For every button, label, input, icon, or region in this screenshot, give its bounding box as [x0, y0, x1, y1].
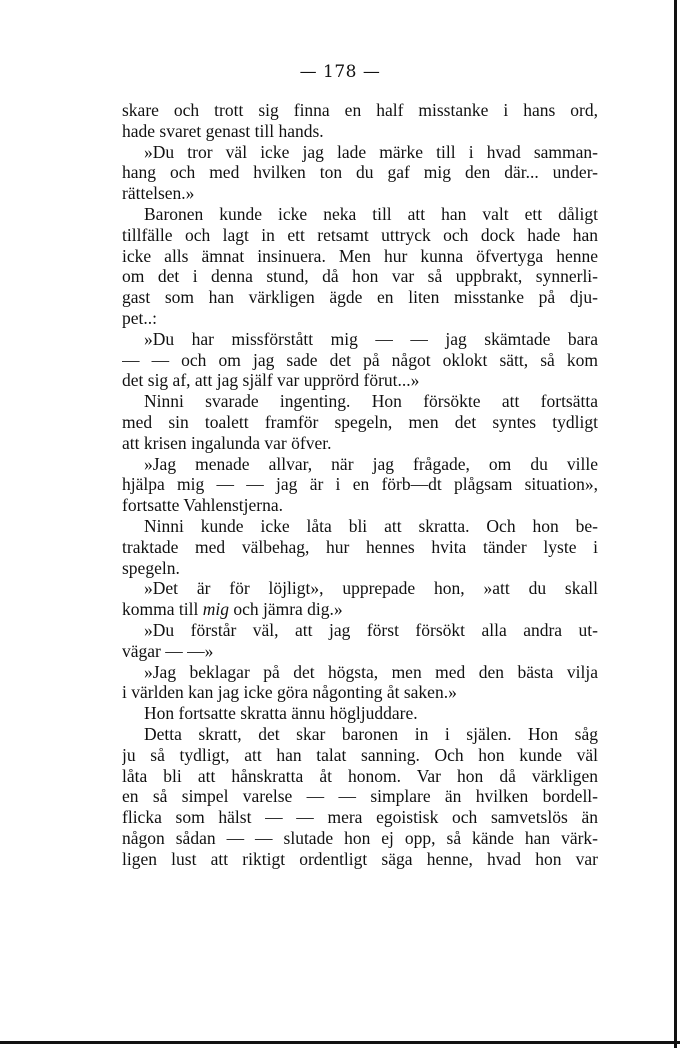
text-line: skare och trott sig finna en half misstanke i hans ord,	[122, 100, 598, 120]
text-line: icke alls ämnat insinuera. Men hur kunna öfvertyga henne	[122, 245, 598, 266]
text-line: att krisen ingalunda var öfver.	[122, 432, 332, 453]
text-line: låta bli att hånskratta åt honom. Var hon då värkligen	[122, 765, 598, 786]
text-line: — — och om jag sade det på något oklokt sätt, så kom	[122, 349, 598, 370]
text-line: i världen kan jag icke göra någonting åt saken.»	[122, 682, 457, 703]
text-line: Baronen kunde icke neka till att han valt ett dåligt	[144, 203, 598, 224]
text-line: rättelsen.»	[122, 183, 195, 204]
text-line: »Du förstår väl, att jag först försökt alla andra ut-	[144, 619, 598, 640]
text-line: »Du tror väl icke jag lade märke till i hvad samman-	[144, 141, 598, 162]
text-line: komma till mig och jämra dig.»	[122, 599, 343, 620]
text-line: hjälpa mig — — jag är i en förb—dt plågsam situation»,	[122, 474, 598, 495]
text-line: Ninni svarade ingenting. Hon försökte att fortsätta	[144, 391, 598, 412]
text-line: »Du har missförstått mig — — jag skämtade bara	[144, 328, 598, 349]
text-line: det sig af, att jag själf var upprörd förut...»	[122, 370, 420, 391]
text-line: »Det är för löjligt», upprepade hon, »att du skall	[144, 578, 598, 599]
text-line: hade svaret genast till hands.	[122, 120, 324, 141]
text-line: pet..:	[122, 307, 157, 328]
text-line: tillfälle och lagt in ett retsamt uttryck och dock hade han	[122, 224, 598, 245]
text-line: med sin toalett framför spegeln, men det syntes tydligt	[122, 411, 598, 432]
text-line: spegeln.	[122, 557, 180, 578]
text-line: fortsatte Vahlenstjerna.	[122, 495, 284, 516]
emphasis: mig	[202, 599, 229, 620]
text-line: »Jag beklagar på det högsta, men med den bästa vilja	[144, 661, 598, 682]
text-line: gast som han värkligen ägde en liten misstanke på dju-	[122, 287, 598, 308]
text-line: någon sådan — — slutade hon ej opp, så kände han värk-	[122, 827, 598, 848]
text-line: »Jag menade allvar, när jag frågade, om du ville	[144, 453, 598, 474]
text-line: flicka som hälst — — mera egoistisk och samvetslös än	[122, 807, 598, 828]
text-line: traktade med välbehag, hur hennes hvita tänder lyste i	[122, 536, 598, 557]
scan-edge-right	[674, 0, 677, 1048]
text-line: en så simpel varelse — — simplare än hvilken bordell-	[122, 786, 598, 807]
text-line: om det i denna stund, då hon var så uppbrakt, synnerli-	[122, 266, 598, 287]
text-line: ju så tydligt, att han talat sanning. Och hon kunde väl	[122, 744, 598, 765]
text-line: ligen lust att riktigt ordentligt säga henne, hvad hon var	[122, 848, 598, 869]
page-number: — 178 —	[299, 62, 381, 82]
text-line: hang och med hvilken ton du gaf mig den där... under-	[122, 162, 598, 183]
text-line: vägar — —»	[122, 640, 214, 661]
scan-edge-bottom	[0, 1041, 680, 1044]
text-line: Detta skratt, det skar baronen in i själen. Hon såg	[144, 723, 598, 744]
text-line: Ninni kunde icke låta bli att skratta. Och hon be-	[144, 515, 598, 536]
body-text	[122, 100, 598, 869]
text-line: Hon fortsatte skratta ännu högljuddare.	[144, 703, 418, 724]
